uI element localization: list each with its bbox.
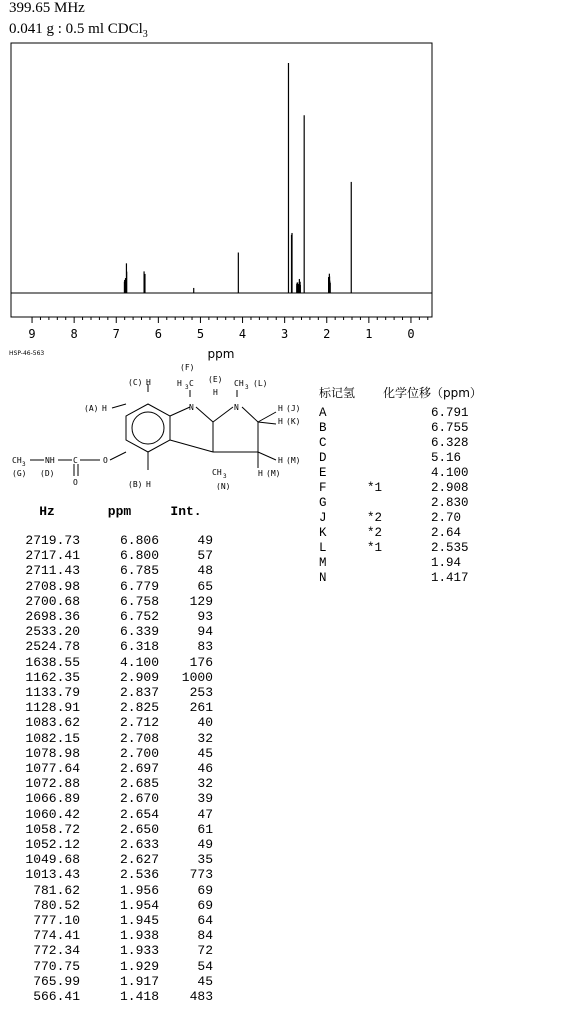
int-cell: 57 xyxy=(197,548,213,564)
ppm-cell: 1.917 xyxy=(119,973,159,989)
int-cell: 49 xyxy=(197,837,213,853)
assignment-label: K xyxy=(319,526,327,540)
hz-cell: 772.34 xyxy=(33,943,80,959)
ppm-cell: 2.633 xyxy=(119,837,159,853)
struct-label-H3C-3: 3 xyxy=(185,384,189,391)
table-row xyxy=(14,913,213,928)
struct-label-CH3-N: CH xyxy=(212,468,222,477)
table-row xyxy=(14,579,213,594)
struct-label-CH3-left-3: 3 xyxy=(22,461,26,468)
ppm-cell: 2.650 xyxy=(119,821,159,837)
x-tick-label: 5 xyxy=(196,327,205,341)
assignment-label: A xyxy=(319,406,327,420)
hz-cell: 781.62 xyxy=(33,882,80,898)
ppm-cell: 6.318 xyxy=(119,639,159,655)
hz-cell: 1162.35 xyxy=(25,669,80,685)
ppm-cell: 6.806 xyxy=(119,533,159,548)
struct-label-J: (J) xyxy=(286,404,300,413)
col-int: Int. xyxy=(170,504,202,519)
table-row xyxy=(14,989,213,1004)
hz-cell: 1072.88 xyxy=(25,776,80,792)
assignment-shift: 6.755 xyxy=(431,421,469,435)
plot-frame xyxy=(11,43,432,317)
hz-cell: 780.52 xyxy=(33,897,80,913)
table-row xyxy=(14,563,213,578)
ppm-cell: 1.945 xyxy=(119,913,159,929)
table-row xyxy=(14,837,213,852)
assignment-label: C xyxy=(319,436,327,450)
bond xyxy=(196,407,213,422)
table-row xyxy=(14,807,213,822)
ppm-cell: 2.627 xyxy=(119,852,159,868)
table-row xyxy=(14,700,213,715)
hz-cell: 1058.72 xyxy=(25,821,80,837)
bond xyxy=(242,407,258,422)
hz-cell: 2524.78 xyxy=(25,639,80,655)
benzene-ring xyxy=(126,404,170,452)
table-row xyxy=(14,928,213,943)
assignment-header-shift: 化学位移（ppm） xyxy=(383,386,482,400)
int-cell: 61 xyxy=(197,821,213,837)
table-row xyxy=(14,822,213,837)
bond xyxy=(110,452,126,460)
struct-label-D: (D) xyxy=(40,469,55,478)
hz-cell: 2711.43 xyxy=(25,563,80,579)
assignment-label: J xyxy=(319,511,327,525)
struct-label-L: (L) xyxy=(253,379,268,388)
assignment-shift: 4.100 xyxy=(431,466,469,480)
table-row xyxy=(14,548,213,563)
struct-label-G: (G) xyxy=(12,469,27,478)
int-cell: 48 xyxy=(197,563,213,579)
int-cell: 54 xyxy=(197,958,213,974)
int-cell: 483 xyxy=(189,989,213,1005)
x-tick-label: 8 xyxy=(70,327,78,341)
hz-cell: 777.10 xyxy=(33,913,80,929)
spectrum-id: HSP-46-563 xyxy=(9,350,45,357)
int-cell: 72 xyxy=(197,943,213,959)
int-cell: 46 xyxy=(197,761,213,777)
aromatic-circle xyxy=(132,412,164,444)
struct-label-K: (K) xyxy=(286,417,300,426)
struct-label-H-A: H xyxy=(102,404,107,413)
peak-table-header xyxy=(14,504,213,533)
col-hz: Hz xyxy=(39,504,55,519)
struct-label-C: (C) xyxy=(128,378,143,387)
x-tick-label: 2 xyxy=(323,327,331,341)
hz-cell: 1082.15 xyxy=(25,730,80,746)
struct-label-O-ether: O xyxy=(103,456,108,465)
struct-label-CH3-L: CH xyxy=(234,379,244,388)
table-row xyxy=(14,959,213,974)
struct-label-H-E: H xyxy=(213,388,218,397)
table-row xyxy=(14,655,213,670)
ppm-cell: 6.779 xyxy=(119,578,159,594)
struct-label-M1: (M) xyxy=(286,456,300,465)
x-axis-ticks xyxy=(28,317,427,341)
hz-cell: 2700.68 xyxy=(25,593,80,609)
molecule-structure xyxy=(0,360,300,490)
bond xyxy=(258,452,276,460)
assignment-note: *1 xyxy=(367,541,383,555)
ppm-cell: 2.536 xyxy=(119,867,159,883)
hz-cell: 1066.89 xyxy=(25,791,80,807)
peaks-layer xyxy=(124,63,351,293)
struct-label-E: (E) xyxy=(208,375,223,384)
table-row xyxy=(14,867,213,882)
assignment-label: E xyxy=(319,466,327,480)
ppm-cell: 1.938 xyxy=(119,928,159,944)
ppm-cell: 2.685 xyxy=(119,776,159,792)
int-cell: 84 xyxy=(197,928,213,944)
int-cell: 45 xyxy=(197,745,213,761)
struct-label-H3C-H: H xyxy=(177,379,182,388)
hz-cell: 1133.79 xyxy=(25,685,80,701)
int-cell: 69 xyxy=(197,882,213,898)
ppm-cell: 6.800 xyxy=(119,548,159,564)
struct-label-O-carbonyl: O xyxy=(73,478,78,487)
hz-cell: 1052.12 xyxy=(25,837,80,853)
table-row xyxy=(14,715,213,730)
ppm-cell: 6.339 xyxy=(119,624,159,640)
hz-cell: 566.41 xyxy=(33,989,80,1005)
int-cell: 773 xyxy=(189,867,213,883)
assignment-label: G xyxy=(319,496,327,510)
struct-label-M2: (M) xyxy=(266,469,281,478)
int-cell: 45 xyxy=(197,973,213,989)
table-row xyxy=(14,883,213,898)
x-tick-label: 6 xyxy=(154,327,162,341)
table-row xyxy=(14,685,213,700)
peak-table xyxy=(14,504,213,1004)
struct-label-H-B: H xyxy=(146,480,151,489)
assignment-label: D xyxy=(319,451,327,465)
table-row xyxy=(14,943,213,958)
ppm-cell: 2.654 xyxy=(119,806,159,822)
hz-cell: 2719.73 xyxy=(25,533,80,548)
ppm-cell: 2.825 xyxy=(119,700,159,716)
assignment-note: *2 xyxy=(367,511,383,525)
hz-cell: 1077.64 xyxy=(25,761,80,777)
assignment-shift: 2.70 xyxy=(431,511,462,525)
ppm-cell: 2.708 xyxy=(119,730,159,746)
table-row xyxy=(14,746,213,761)
hz-cell: 2708.98 xyxy=(25,578,80,594)
struct-label-H-M1: H xyxy=(278,456,283,465)
struct-label-H-M2: H xyxy=(258,469,263,478)
table-row xyxy=(14,731,213,746)
x-tick-label: 3 xyxy=(281,327,289,341)
table-row xyxy=(14,974,213,989)
table-row xyxy=(14,761,213,776)
assignment-shift: 2.908 xyxy=(431,481,469,495)
struct-label-H-C: H xyxy=(146,378,151,387)
sample-label-subscript: 3 xyxy=(142,29,148,40)
assignment-label: L xyxy=(319,541,327,555)
x-axis-label: ppm xyxy=(207,347,235,361)
struct-label-N2: N xyxy=(234,403,239,412)
struct-label-H-K: H xyxy=(278,417,283,426)
hz-cell: 2717.41 xyxy=(25,548,80,564)
bond xyxy=(258,422,276,424)
hz-cell: 774.41 xyxy=(33,928,80,944)
ppm-cell: 2.837 xyxy=(119,685,159,701)
ppm-cell: 1.954 xyxy=(119,897,159,913)
int-cell: 32 xyxy=(197,776,213,792)
bond xyxy=(170,407,190,416)
assignment-label: F xyxy=(319,481,327,495)
hz-cell: 2698.36 xyxy=(25,609,80,625)
ppm-cell: 6.758 xyxy=(119,593,159,609)
ppm-cell: 6.752 xyxy=(119,609,159,625)
ppm-cell: 2.700 xyxy=(119,745,159,761)
int-cell: 93 xyxy=(197,609,213,625)
int-cell: 40 xyxy=(197,715,213,731)
ppm-cell: 1.418 xyxy=(119,989,159,1005)
int-cell: 32 xyxy=(197,730,213,746)
int-cell: 47 xyxy=(197,806,213,822)
struct-label-B: (B) xyxy=(128,480,143,489)
assignment-label: M xyxy=(319,556,327,570)
assignment-shift: 2.64 xyxy=(431,526,462,540)
hz-cell: 1060.42 xyxy=(25,806,80,822)
int-cell: 39 xyxy=(197,791,213,807)
hz-cell: 1049.68 xyxy=(25,852,80,868)
assignment-note: *2 xyxy=(367,526,383,540)
hz-cell: 765.99 xyxy=(33,973,80,989)
hz-cell: 1638.55 xyxy=(25,654,80,670)
ppm-cell: 1.933 xyxy=(119,943,159,959)
ppm-cell: 2.697 xyxy=(119,761,159,777)
hz-cell: 770.75 xyxy=(33,958,80,974)
bond xyxy=(258,412,276,422)
x-tick-label: 0 xyxy=(407,327,415,341)
nmr-spectrum-chart xyxy=(0,0,570,375)
hz-cell: 1013.43 xyxy=(25,867,80,883)
table-row xyxy=(14,852,213,867)
table-row xyxy=(14,639,213,654)
struct-label-F: (F) xyxy=(180,363,195,372)
ppm-cell: 1.929 xyxy=(119,958,159,974)
assignment-label: B xyxy=(319,421,327,435)
struct-label-NH: NH xyxy=(45,456,55,465)
table-row xyxy=(14,776,213,791)
assignment-label: N xyxy=(319,571,327,585)
assignment-shift: 2.535 xyxy=(431,541,469,555)
table-row xyxy=(14,670,213,685)
struct-label-H-J: H xyxy=(278,404,283,413)
struct-label-N1: N xyxy=(189,403,194,412)
ppm-cell: 2.712 xyxy=(119,715,159,731)
frequency-label: 399.65 MHz xyxy=(9,0,85,16)
hz-cell: 1078.98 xyxy=(25,745,80,761)
assignment-shift: 6.791 xyxy=(431,406,469,420)
col-ppm: ppm xyxy=(107,504,132,519)
table-row xyxy=(14,624,213,639)
hz-cell: 1083.62 xyxy=(25,715,80,731)
assignment-shift: 5.16 xyxy=(431,451,462,465)
x-tick-label: 4 xyxy=(238,327,247,341)
assignment-shift: 2.830 xyxy=(431,496,469,510)
int-cell: 69 xyxy=(197,897,213,913)
ppm-cell: 6.785 xyxy=(119,563,159,579)
int-cell: 83 xyxy=(197,639,213,655)
int-cell: 1000 xyxy=(181,669,213,685)
struct-label-CH3-left: CH xyxy=(12,456,22,465)
table-row xyxy=(14,594,213,609)
ppm-cell: 2.909 xyxy=(119,669,159,685)
int-cell: 129 xyxy=(189,593,213,609)
assignment-note: *1 xyxy=(367,481,383,495)
int-cell: 65 xyxy=(197,578,213,594)
table-row xyxy=(14,609,213,624)
struct-label-N: (N) xyxy=(216,482,231,490)
bond xyxy=(170,440,213,452)
assignment-shift: 6.328 xyxy=(431,436,469,450)
assignment-shift: 1.94 xyxy=(431,556,462,570)
struct-label-C-carbonyl: C xyxy=(73,456,78,465)
assignment-header-label: 标记氢 xyxy=(319,386,356,400)
int-cell: 253 xyxy=(189,685,213,701)
int-cell: 64 xyxy=(197,913,213,929)
x-tick-label: 1 xyxy=(365,327,373,341)
struct-label-CH3-L-3: 3 xyxy=(245,384,249,391)
bond xyxy=(213,407,233,422)
int-cell: 94 xyxy=(197,624,213,640)
hz-cell: 1128.91 xyxy=(25,700,80,716)
ppm-cell: 2.670 xyxy=(119,791,159,807)
struct-label-CH3-N-3: 3 xyxy=(223,473,227,480)
table-row xyxy=(14,791,213,806)
bond xyxy=(112,404,126,408)
int-cell: 49 xyxy=(197,533,213,548)
table-row xyxy=(14,898,213,913)
struct-label-A: (A) xyxy=(84,404,99,413)
x-tick-label: 7 xyxy=(112,327,120,341)
x-tick-label: 9 xyxy=(28,327,36,341)
int-cell: 176 xyxy=(189,654,213,670)
sample-label-text: 0.041 g : 0.5 ml CDCl xyxy=(9,21,143,37)
assignment-shift: 1.417 xyxy=(431,571,469,585)
hz-cell: 2533.20 xyxy=(25,624,80,640)
table-row xyxy=(14,533,213,548)
int-cell: 35 xyxy=(197,852,213,868)
ppm-cell: 1.956 xyxy=(119,882,159,898)
ppm-cell: 4.100 xyxy=(119,654,159,670)
int-cell: 261 xyxy=(189,700,213,716)
struct-label-H3C-C: C xyxy=(189,379,194,388)
